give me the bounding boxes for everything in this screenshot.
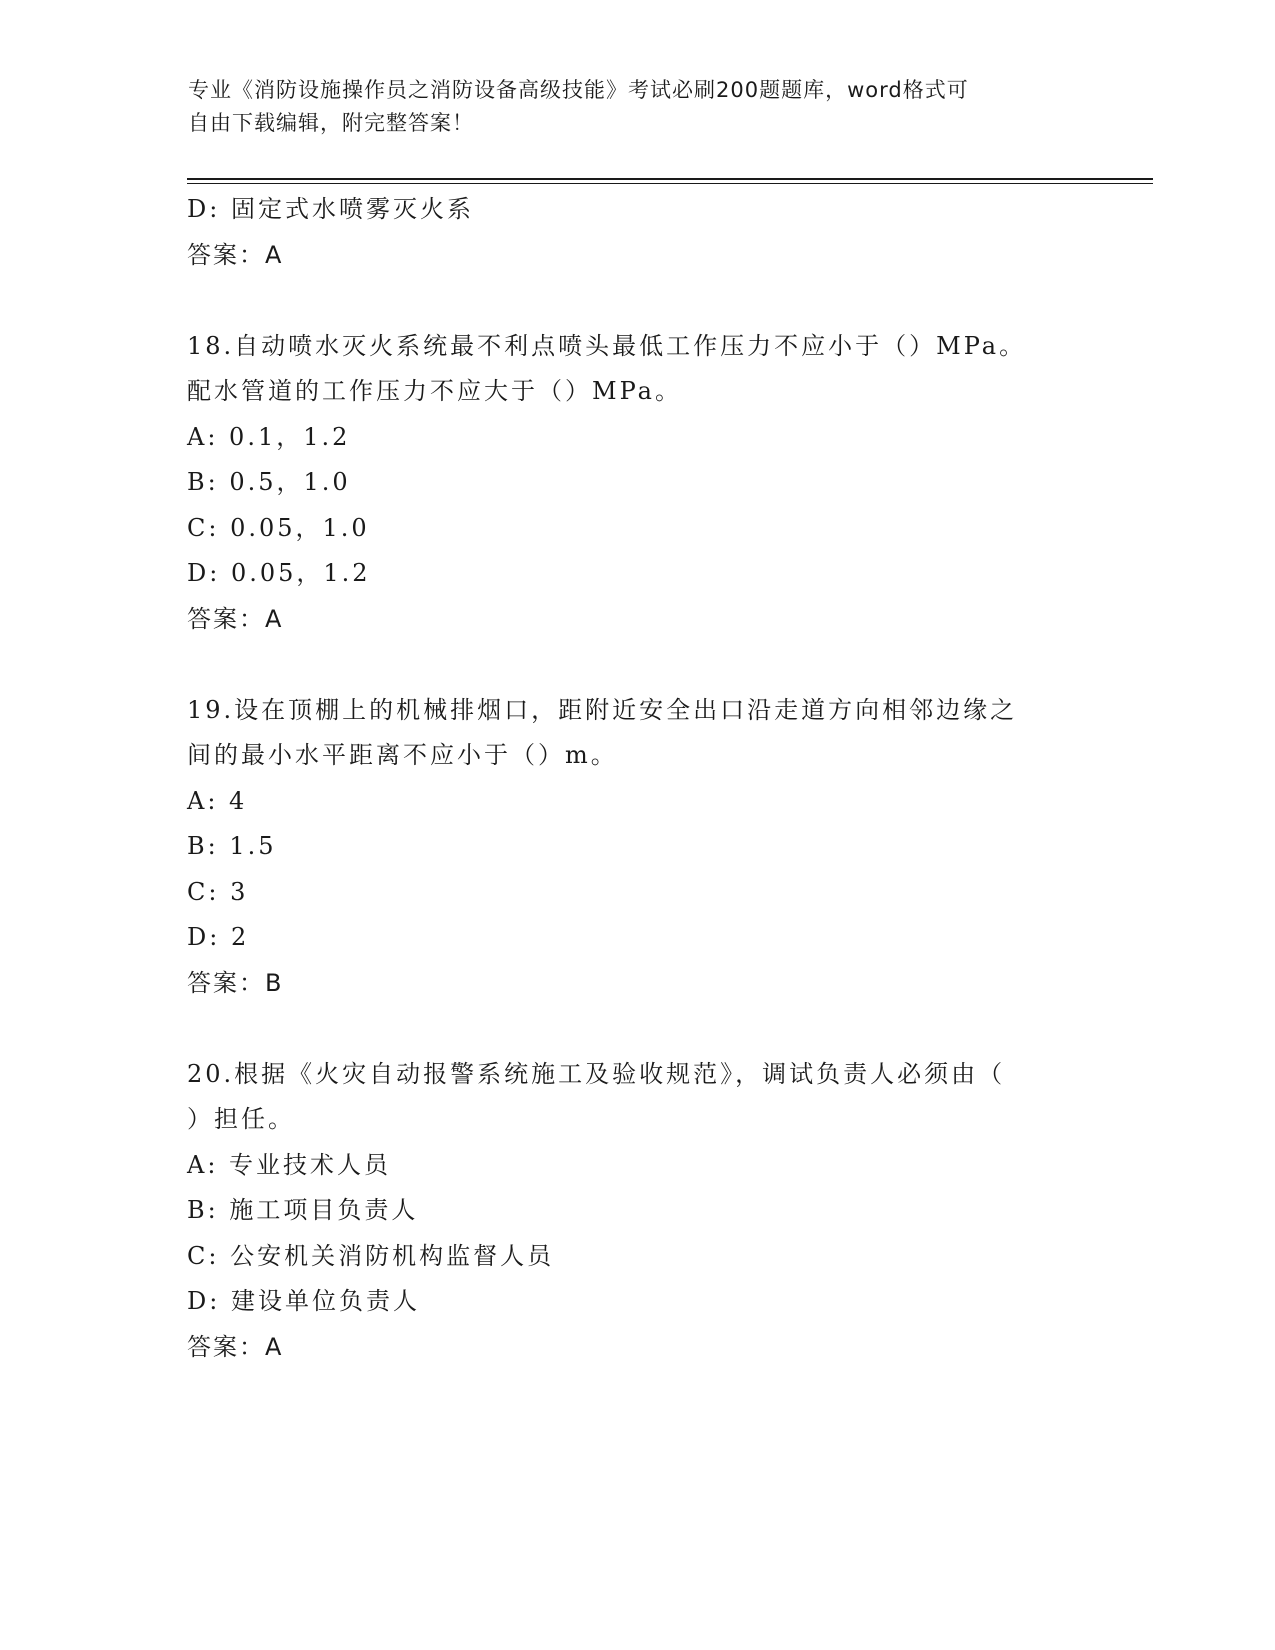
question-stem: 18.自动喷水灭火系统最不利点喷头最低工作压力不应小于（）MPa。: [187, 331, 1027, 360]
question-stem-continued: 配水管道的工作压力不应大于（）MPa。: [187, 377, 682, 405]
answer-line: 答案：A: [187, 1332, 284, 1361]
question-stem-continued: 间的最小水平距离不应小于（）m。: [187, 741, 618, 769]
option-b: B: 施工项目负责人: [187, 1196, 419, 1224]
question-list: [187, 187, 1087, 1370]
spacer: [187, 1006, 1087, 1052]
option-a: A: 0.1，1.2: [187, 422, 351, 451]
header-divider-thick: [187, 178, 1153, 180]
answer-line: 答案：A: [187, 604, 284, 633]
question-19: [187, 688, 1087, 1007]
option-d: D: 固定式水喷雾灭火系: [187, 195, 474, 223]
header-line-2: 自由下载编辑，附完整答案！: [188, 111, 474, 135]
question-stem: 20.根据《火灾自动报警系统施工及验收规范》，调试负责人必须由（: [187, 1059, 1006, 1088]
question-stem-continued: ）担任。: [187, 1105, 295, 1133]
header-divider-thin: [187, 183, 1153, 184]
option-c: C: 3: [187, 877, 249, 906]
option-d: D: 2: [187, 923, 250, 951]
option-d: D: 建设单位负责人: [187, 1287, 420, 1315]
previous-question-tail: [187, 187, 1087, 278]
spacer: [187, 278, 1087, 324]
answer-line: 答案：B: [187, 968, 284, 997]
option-c: C: 公安机关消防机构监督人员: [187, 1241, 555, 1270]
option-b: B: 1.5: [187, 832, 277, 860]
spacer: [187, 642, 1087, 688]
option-c: C: 0.05，1.0: [187, 513, 370, 542]
option-b: B: 0.5，1.0: [187, 468, 351, 496]
document-header: [188, 74, 1068, 140]
option-d: D: 0.05，1.2: [187, 559, 371, 587]
option-a: A: 4: [187, 786, 248, 815]
question-18: [187, 324, 1087, 643]
question-20: [187, 1052, 1087, 1371]
option-a: A: 专业技术人员: [187, 1150, 392, 1179]
answer-line: 答案：A: [187, 240, 284, 269]
question-stem: 19.设在顶棚上的机械排烟口，距附近安全出口沿走道方向相邻边缘之: [187, 695, 1018, 724]
header-line-1: 专业《消防设施操作员之消防设备高级技能》考试必刷200题题库，word格式可: [188, 78, 969, 102]
